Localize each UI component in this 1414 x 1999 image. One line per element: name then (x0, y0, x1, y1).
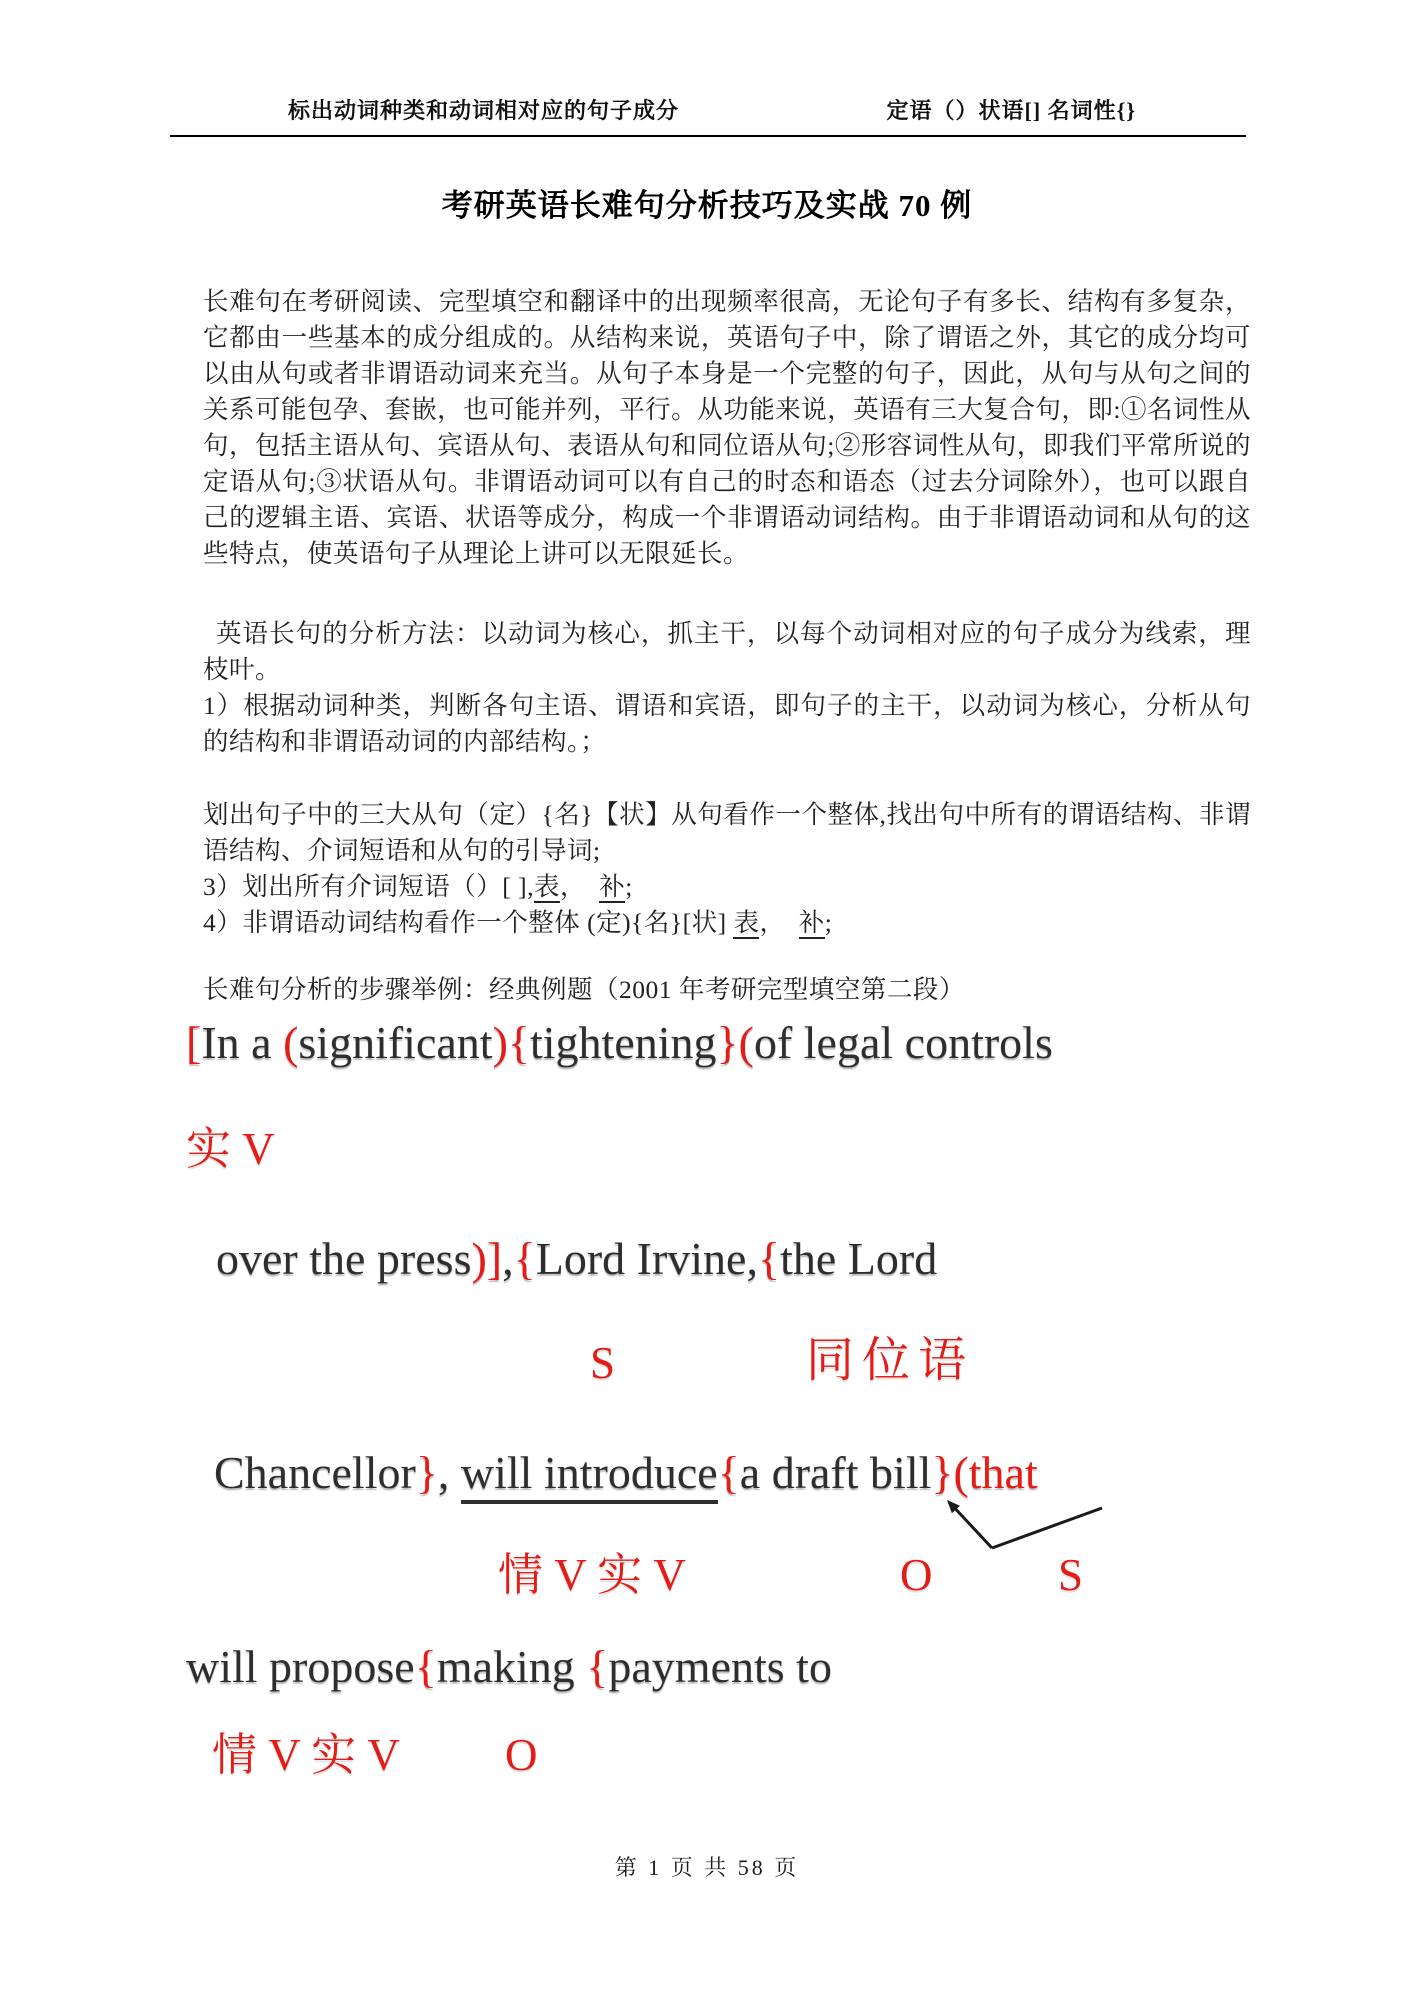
annotation-modal-verb: 情 V 实 V (498, 1550, 686, 1600)
text-segment: the Lord (780, 1233, 938, 1284)
header-left-label: 标出动词种类和动词相对应的句子成分 (288, 98, 680, 123)
step-3-text (203, 869, 1251, 905)
text-segment: ， (560, 872, 600, 901)
red-bracket-segment: { (414, 1641, 437, 1692)
red-bracket-segment: [ (186, 1017, 202, 1068)
method-paragraph (203, 616, 1251, 760)
annotation-subject-2: S (1058, 1550, 1084, 1600)
text-segment: In a (201, 1017, 284, 1068)
annotation-subject: S (590, 1338, 616, 1388)
red-bracket-segment: { (757, 1233, 781, 1284)
text-segment: , (437, 1447, 461, 1498)
text-segment: Lord Irvine, (535, 1233, 758, 1284)
text-segment: ， (759, 908, 799, 937)
text-segment: making (436, 1641, 587, 1692)
sentence-line-3 (214, 1446, 1038, 1500)
page-header (170, 94, 1246, 137)
text-segment: , (502, 1233, 514, 1284)
annotation-object-2: O (505, 1730, 538, 1780)
intro-paragraph (203, 284, 1251, 572)
annotation-shi-v: 实 V (186, 1124, 275, 1174)
underlined-segment: will introduce (461, 1447, 718, 1504)
step-4-text (203, 905, 1251, 941)
document-title: 考研英语长难句分析技巧及实战 70 例 (441, 188, 973, 223)
text-segment: ; (824, 908, 833, 937)
step-1-text: 1）根据动词种类，判断各句主语、谓语和宾语，即句子的主干，以动词为核心，分析从句的结构和非谓语动词的内部结构。； (203, 691, 1251, 756)
text-segment: ; (625, 872, 633, 901)
header-right-label: 定语（）状语[] 名词性{} (886, 98, 1136, 123)
example-intro-text: 长难句分析的步骤举例：经典例题（2001 年考研完型填空第二段） (203, 975, 965, 1004)
red-bracket-segment: { (717, 1447, 740, 1498)
page-number: 第 1 页 共 58 页 (614, 1855, 800, 1880)
underlined-segment: 补 (599, 872, 626, 901)
sentence-line-4 (186, 1640, 832, 1694)
text-segment: over the press (216, 1233, 472, 1284)
intro-text: 长难句在考研阅读、完型填空和翻译中的出现频率很高，无论句子有多长、结构有多复杂，它都由一些基本的成分组成的。从结构来说，英语句子中，除了谓语之外，其它的成分均可以由从句或者非谓语动词来充当。从句子本身是一个完整的句子，因此，从句与从句之间的关系可能包孕、套嵌，也可能并列，平行。从功能来说，英语有三大复合句，即:①名词性从句，包括主语从句、宾语从句、表语从句和同位语从句;②形容词性从句，即我们平常所说的定语从句;③状语从句。非谓语动词可以有自己的时态和语态（过去分词除外），也可以跟自己的逻辑主语、宾语、状语等成分，构成一个非谓语动词结构。由于非谓语动词和从句的这些特点，使英语句子从理论上讲可以无限延长。 (203, 287, 1251, 568)
red-bracket-segment: ){ (492, 1017, 530, 1068)
red-bracket-segment: }( (716, 1017, 754, 1068)
red-bracket-segment: { (513, 1233, 536, 1284)
sentence-line-1 (186, 1016, 1053, 1070)
text-segment: of legal controls (753, 1017, 1053, 1068)
red-bracket-segment: )] (471, 1233, 503, 1284)
underlined-segment: 表 (533, 872, 560, 901)
red-bracket-segment: }(that (931, 1447, 1038, 1498)
red-bracket-segment: } (415, 1447, 438, 1498)
annotation-object: O (900, 1550, 933, 1600)
text-segment: 3）划出所有介词短语（）[ ], (203, 872, 534, 901)
red-bracket-segment: { (586, 1641, 609, 1692)
annotation-apposition: 同位语 (806, 1334, 975, 1387)
steps-paragraph (203, 797, 1251, 941)
text-segment: tightening (530, 1017, 717, 1068)
text-segment: Chancellor (214, 1447, 416, 1498)
method-lead-text: 英语长句的分析方法：以动词为核心，抓主干，以每个动词相对应的句子成分为线索，理枝叶。 (203, 619, 1251, 684)
underlined-segment: 表 (733, 908, 760, 937)
text-segment: payments to (608, 1641, 832, 1692)
pointer-arrow-icon (920, 1492, 1120, 1562)
annotation-modal-verb-2: 情 V 实 V (212, 1730, 400, 1780)
text-segment: will propose (186, 1641, 415, 1692)
text-segment: 4）非谓语动词结构看作一个整体 (定){名}[状] (203, 908, 734, 937)
text-segment: significant (298, 1017, 493, 1068)
text-segment: a draft bill (739, 1447, 932, 1498)
underlined-segment: 补 (798, 908, 825, 937)
red-bracket-segment: ( (283, 1017, 299, 1068)
step-2-text: 划出句子中的三大从句（定）{名}【状】从句看作一个整体,找出句中所有的谓语结构、非谓语结构、介词短语和从句的引导词; (203, 800, 1251, 865)
sentence-line-2 (216, 1232, 937, 1286)
